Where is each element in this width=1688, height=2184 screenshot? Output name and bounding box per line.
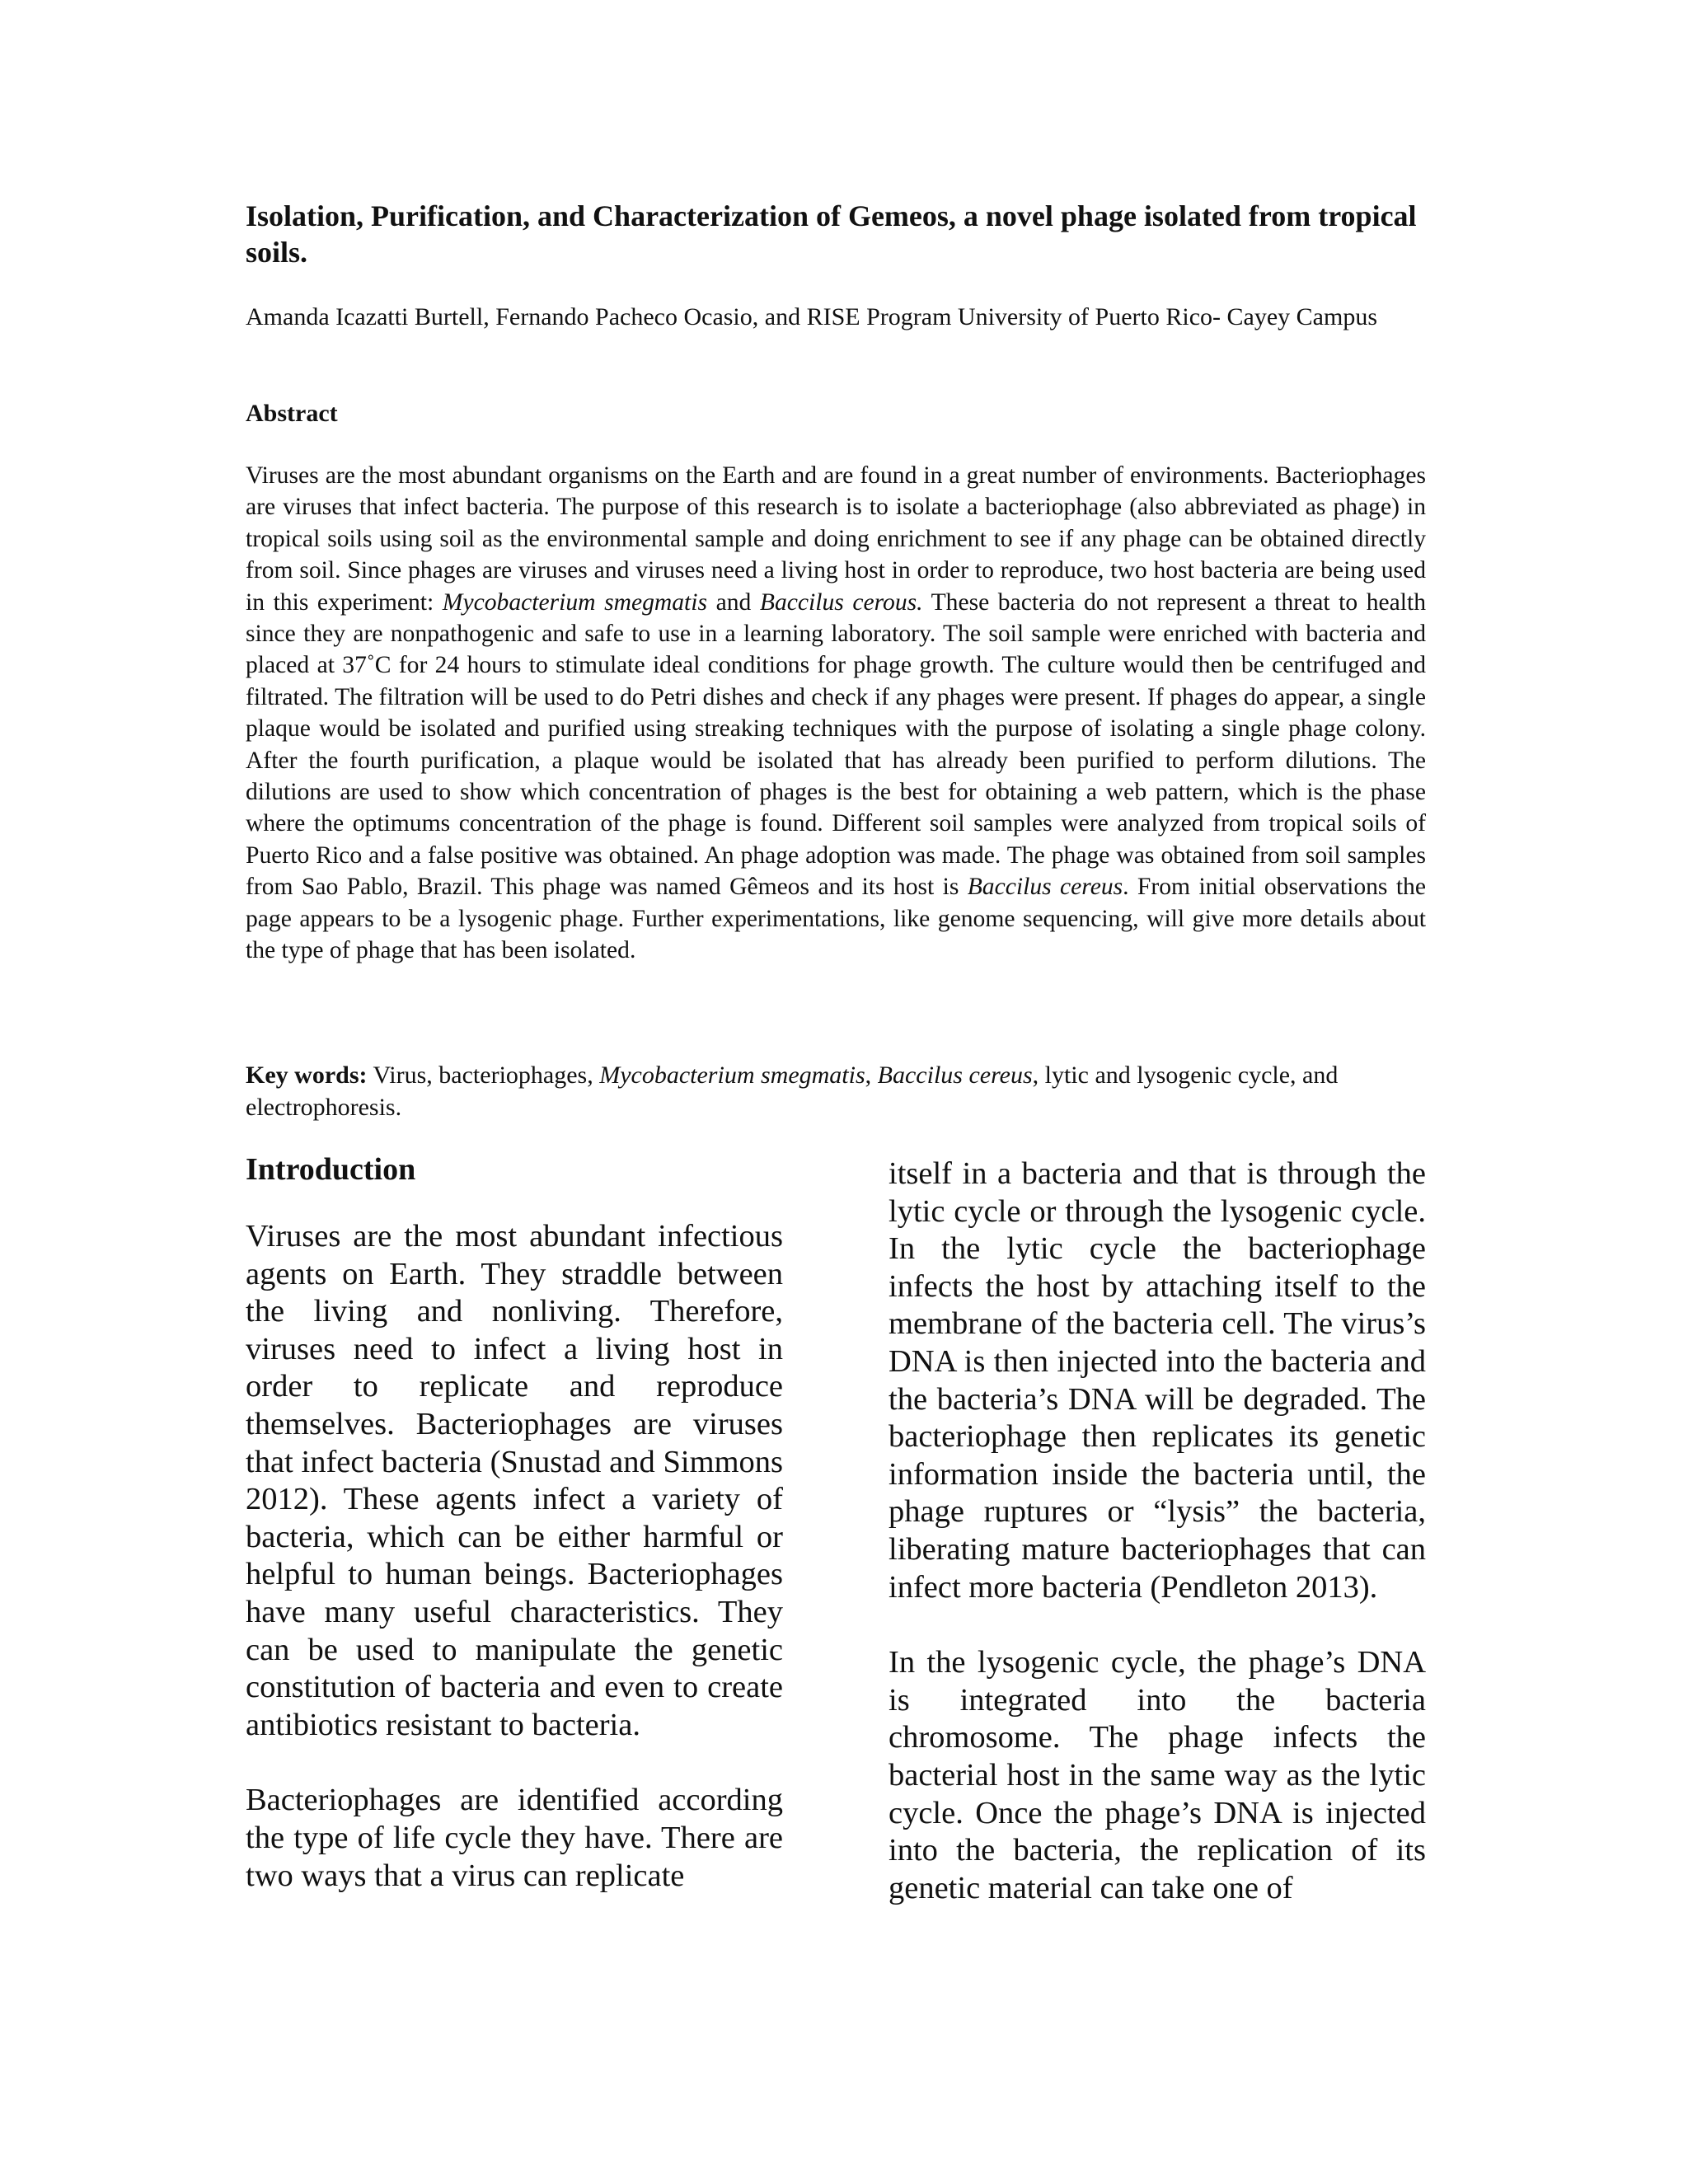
author-list: Amanda Icazatti Burtell, Fernando Pacheco Ocasio, and RISE Program University of Puerto Rico- Cayey Campus [246,303,1377,330]
abstract-species-mycobacterium: Mycobacterium smegmatis [442,588,708,616]
paper-title: Isolation, Purification, and Characterization of Gemeos, a novel phage isolated from tropical soils. [246,199,1417,269]
abstract-species-baccilus-cereus: Baccilus cereus [967,874,1123,901]
right-column [889,1155,1426,1945]
introduction-paragraph-2: Bacteriophages are identified according the type of life cycle they have. There are two ways that a virus can replicate [246,1783,783,1893]
abstract-conjunction: and [707,588,760,616]
introduction-paragraph-1: Viruses are the most abundant infectious agents on Earth. They straddle between the living and nonliving. Therefore, viruses need to infect a living host in order to replicate and reproduce themselves. Bacteriophages are viruses that infect bacteria (Snustad and Simmons 2012). These agents infect a variety of bacteria, which can be either harmful or helpful to human beings. Bacteriophages have many useful characteristics. They can be used to manipulate the genetic constitution of bacteria and even to create antibiotics resistant to bacteria. [246,1219,783,1742]
left-column [246,1151,783,1933]
abstract-text-part-1: Viruses are the most abundant organisms on the Earth and are found in a great number of environments. Bacteriophages are viruses that infect bacteria. The purpose of this research is to isolate a bacteriophage (also abbreviated as phage) in tropical soils using soil as the environmental sample and doing enrichment to see if any phage can be obtained directly from soil. Since phages are viruses and viruses need a living host in order to reproduce, two host bacteria are being used in this experiment: [246,462,1426,616]
abstract-species-baccilus-cerous: Baccilus cerous. [759,588,923,616]
abstract-heading: Abstract [246,400,338,427]
keyword-species-baccilus: Baccilus cereus [877,1062,1033,1089]
keywords-text-part-2: , lytic and lysogenic cycle, and electrophoresis. [246,1062,1339,1121]
keywords-separator: , [865,1062,878,1089]
abstract-text [246,460,1426,967]
keywords-label: Key words: [246,1062,368,1089]
abstract-text-part-2: These bacteria do not represent a threat to health since they are nonpathogenic and safe to use in a learning laboratory. The soil sample were enriched with bacteria and placed at 37˚C for 24 hours to stimulate ideal conditions for phage growth. The culture would then be centrifuged and filtrated. The filtration will be used to do Petri dishes and check if any phages were present. If phages do appear, a single plaque would be isolated and purified using streaking techniques with the purpose of isolating a single phage colony. After the fourth purification, a plaque would be isolated that has already been purified to perform dilutions. The dilutions are used to show which concentration of phages is the best for obtaining a web pattern, which is the phase where the optimums concentration of the phage is found. Different soil samples were analyzed from tropical soils of Puerto Rico and a false positive was obtained. An phage adoption was made. The phage was obtained from soil samples from Sao Pablo, Brazil. This phage was named Gêmeos and its host is [246,588,1427,901]
abstract-text-part-3: . From initial observations the page appears to be a lysogenic phage. Further experimentations, like genome sequencing, will give more details about the type of phage that has been isolated. [246,874,1426,964]
introduction-paragraph-4: In the lysogenic cycle, the phage’s DNA is integrated into the bacteria chromosome. The phage infects the bacterial host in the same way as the lytic cycle. Once the phage’s DNA is injected into the bacteria, the replication of its genetic material can take one of [889,1645,1426,1905]
keywords-text-part-1: Virus, bacteriophages, [367,1062,600,1089]
introduction-heading: Introduction [246,1152,416,1187]
keywords [246,1060,1426,1123]
keyword-species-mycobacterium: Mycobacterium smegmatis [599,1062,865,1089]
introduction-paragraph-3: itself in a bacteria and that is through the lytic cycle or through the lysogenic cycle. In the lytic cycle the bacteriophage infects the host by attaching itself to the membrane of the bacteria cell. The virus’s DNA is then injected into the bacteria and the bacteria’s DNA will be degraded. The bacteriophage then replicates its genetic information inside the bacteria until, the phage ruptures or “lysis” the bacteria, liberating mature bacteriophages that can infect more bacteria (Pendleton 2013). [889,1156,1426,1605]
